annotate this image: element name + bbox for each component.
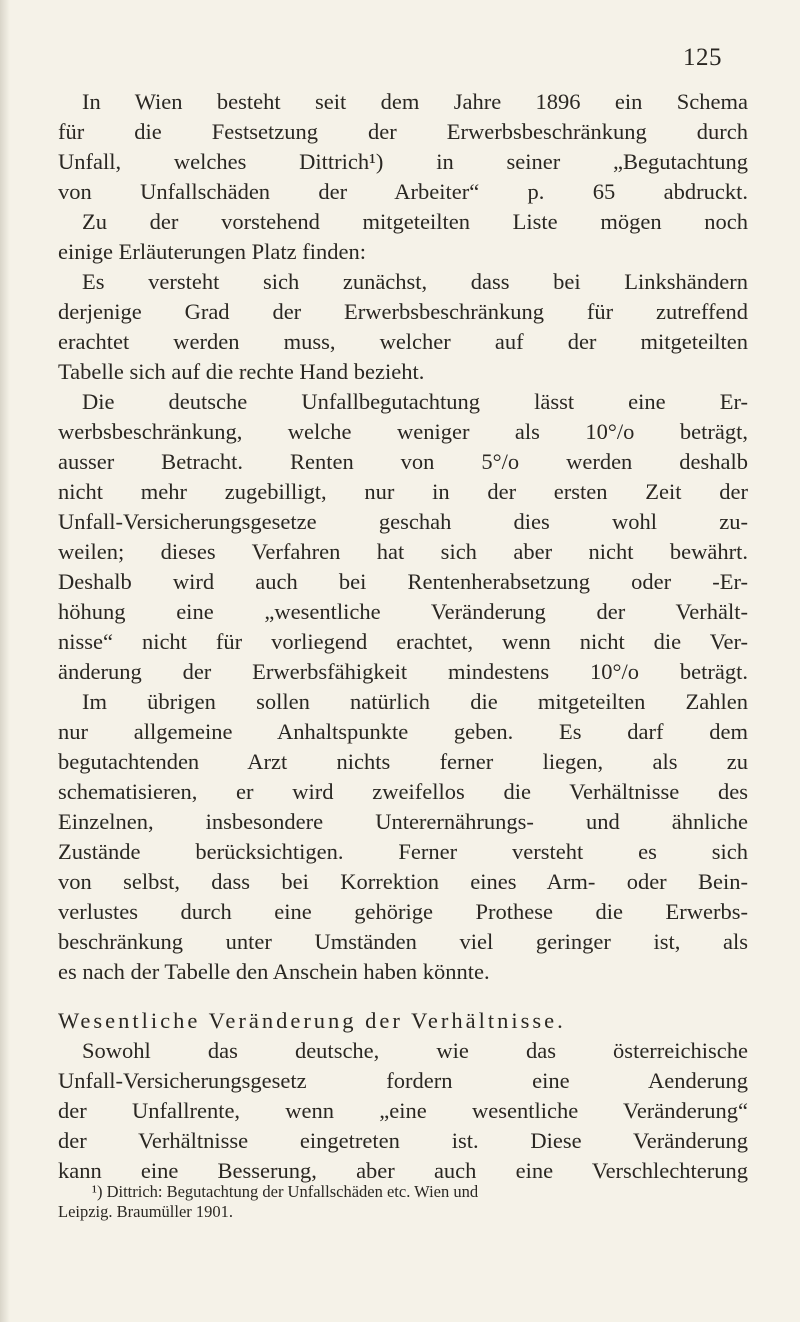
text-line: nisse“ nicht für vorliegend erachtet, wenn nicht die Ver- [58,629,748,654]
text-line: Unfall-Versicherungsgesetz fordern eine Aenderung [58,1068,748,1093]
text-line: Zustände berücksichtigen. Ferner versteht es sich [58,839,748,864]
page-edge-shadow [0,0,10,1322]
text-line: beschränkung unter Umständen viel geringer ist, als [58,929,748,954]
text-line: einige Erläuterungen Platz finden: [58,239,367,264]
main-text-block [58,87,748,987]
footnote-line: Leipzig. Braumüller 1901. [58,1202,234,1221]
text-line: der Unfallrente, wenn „eine wesentliche Veränderung“ [58,1098,748,1123]
text-line: von selbst, dass bei Korrektion eines Arm- oder Bein- [58,869,748,894]
text-line: Es versteht sich zunächst, dass bei Linkshändern [82,269,748,294]
text-line: Sowohl das deutsche, wie das österreichische [82,1038,748,1063]
text-line: In Wien besteht seit dem Jahre 1896 ein Schema [82,89,748,114]
text-line: Unfall-Versicherungsgesetze geschah dies wohl zu- [58,509,748,534]
text-line: nur allgemeine Anhaltspunkte geben. Es darf dem [58,719,748,744]
text-line: nicht mehr zugebilligt, nur in der ersten Zeit der [58,479,748,504]
text-line: Zu der vorstehend mitgeteilten Liste mögen noch [82,209,748,234]
text-line: änderung der Erwerbsfähigkeit mindestens 10°/o beträgt. [58,659,748,684]
text-line: ausser Betracht. Renten von 5°/o werden deshalb [58,449,748,474]
text-line: Einzelnen, insbesondere Unterernährungs- und ähnliche [58,809,748,834]
page-number: 125 [683,44,722,71]
text-line: erachtet werden muss, welcher auf der mitgeteilten [58,329,748,354]
text-line: von Unfallschäden der Arbeiter“ p. 65 abdruckt. [58,179,748,204]
footnote-line: ¹) Dittrich: Begutachtung der Unfallschäden etc. Wien und [92,1182,479,1201]
text-line: Tabelle sich auf die rechte Hand bezieht. [58,359,425,384]
text-line: schematisieren, er wird zweifellos die Verhältnisse des [58,779,748,804]
text-line: für die Festsetzung der Erwerbsbeschränkung durch [58,119,748,144]
text-line: Die deutsche Unfallbegutachtung lässt eine Er- [82,389,748,414]
section-block [58,1006,748,1186]
section-heading: Wesentliche Veränderung der Verhältnisse. [58,1008,566,1033]
text-line: verlustes durch eine gehörige Prothese die Erwerbs- [58,899,748,924]
text-line: es nach der Tabelle den Anschein haben könnte. [58,959,490,984]
text-line: begutachtenden Arzt nichts ferner liegen, als zu [58,749,748,774]
text-line: kann eine Besserung, aber auch eine Verschlechterung [58,1158,748,1183]
text-line: werbsbeschränkung, welche weniger als 10°/o beträgt, [58,419,748,444]
text-line: der Verhältnisse eingetreten ist. Diese Veränderung [58,1128,748,1153]
text-line: Im übrigen sollen natürlich die mitgeteilten Zahlen [82,689,748,714]
text-line: weilen; dieses Verfahren hat sich aber nicht bewährt. [58,539,748,564]
text-line: Unfall, welches Dittrich¹) in seiner „Begutachtung [58,149,748,174]
footnote [58,1182,748,1222]
text-line: Deshalb wird auch bei Rentenherabsetzung oder -Er- [58,569,748,594]
text-line: derjenige Grad der Erwerbsbeschränkung für zutreffend [58,299,748,324]
text-line: höhung eine „wesentliche Veränderung der Verhält- [58,599,748,624]
